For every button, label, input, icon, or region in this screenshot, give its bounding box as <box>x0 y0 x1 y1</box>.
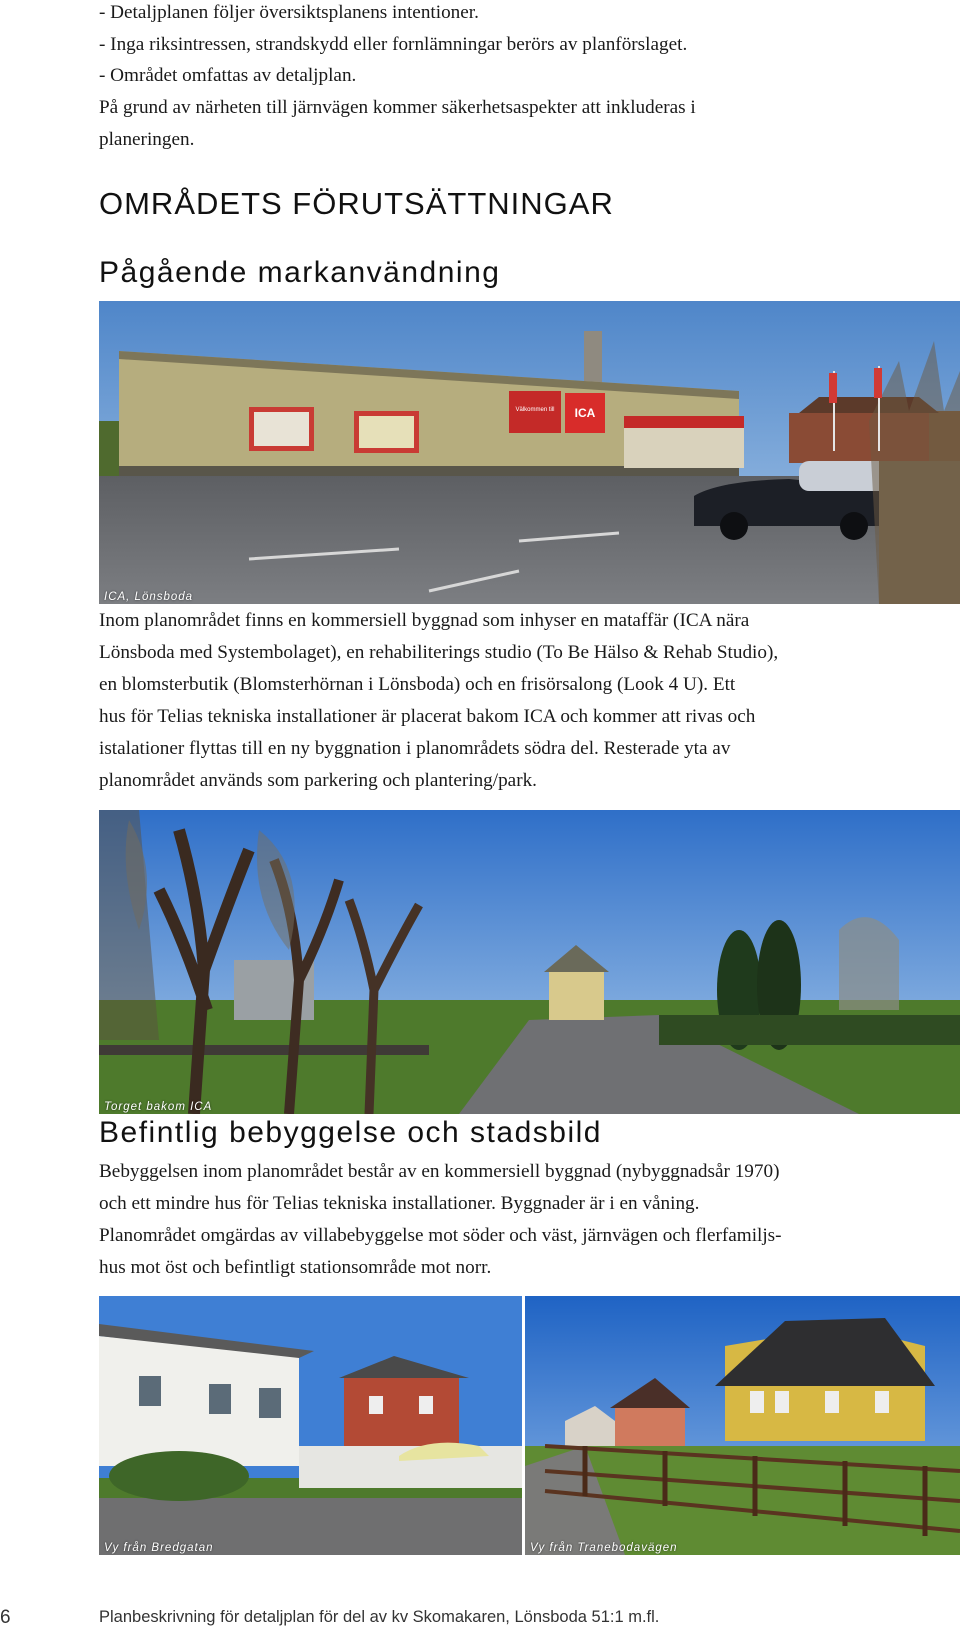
subsection-buildings-title: Befintlig bebyggelse och stadsbild <box>99 1116 602 1149</box>
intro-line: planeringen. <box>99 129 195 150</box>
paragraph-line: en blomsterbutik (Blomsterhörnan i Lönsboda) och en frisörsalong (Look 4 U). Ett <box>99 674 736 695</box>
sign-welcome-text: Välkommen till <box>515 407 555 413</box>
intro-line: På grund av närheten till järnvägen kommer säkerhetsaspekter att inkluderas i <box>99 97 696 118</box>
photo-vy-fran-tranebodavagen <box>525 1296 960 1555</box>
photo-tranebodavagen-caption: Vy från Tranebodavägen <box>530 1542 678 1554</box>
section-title: OMRÅDETS FÖRUTSÄTTNINGAR <box>99 186 614 221</box>
sign-ica-text: ICA <box>574 406 596 420</box>
photo-ica-caption: ICA, Lönsboda <box>104 591 194 603</box>
page-number: 6 <box>0 1607 11 1628</box>
paragraph-line: istalationer flyttas till en ny byggnation i planområdets södra del. Resterade yta av <box>99 738 731 759</box>
paragraph-line: planområdet används som parkering och plantering/park. <box>99 770 537 791</box>
paragraph-line: hus mot öst och befintligt stationsområde mot norr. <box>99 1257 492 1278</box>
photo-torget-caption: Torget bakom ICA <box>104 1101 213 1113</box>
paragraph-line: hus för Telias tekniska installationer är placerat bakom ICA och kommer att rivas och <box>99 706 756 727</box>
paragraph-line: Lönsboda med Systembolaget), en rehabiliterings studio (To Be Hälso & Rehab Studio), <box>99 642 779 663</box>
photo-ica-lonsboda <box>99 301 960 604</box>
intro-line: - Inga riksintressen, strandskydd eller fornlämningar berörs av planförslaget. <box>99 34 688 55</box>
photo-torget-bakom-ica <box>99 810 960 1114</box>
paragraph-line: och ett mindre hus för Telias tekniska installationer. Byggnader är i en våning. <box>99 1193 700 1214</box>
paragraph-line: Planområdet omgärdas av villabebyggelse mot söder och väst, järnvägen och flerfamiljs- <box>99 1225 782 1246</box>
intro-line: - Området omfattas av detaljplan. <box>99 65 357 86</box>
footer-text: Planbeskrivning för detaljplan för del av kv Skomakaren, Lönsboda 51:1 m.fl. <box>99 1608 660 1626</box>
paragraph-line: Inom planområdet finns en kommersiell byggnad som inhyser en mataffär (ICA nära <box>99 610 750 631</box>
subsection-land-use-title: Pågående markanvändning <box>99 256 501 289</box>
photo-bredgatan-caption: Vy från Bredgatan <box>104 1542 214 1554</box>
paragraph-line: Bebyggelsen inom planområdet består av en kommersiell byggnad (nybyggnadsår 1970) <box>99 1161 780 1182</box>
photo-vy-fran-bredgatan <box>99 1296 522 1555</box>
intro-line: - Detaljplanen följer översiktsplanens intentioner. <box>99 2 479 23</box>
